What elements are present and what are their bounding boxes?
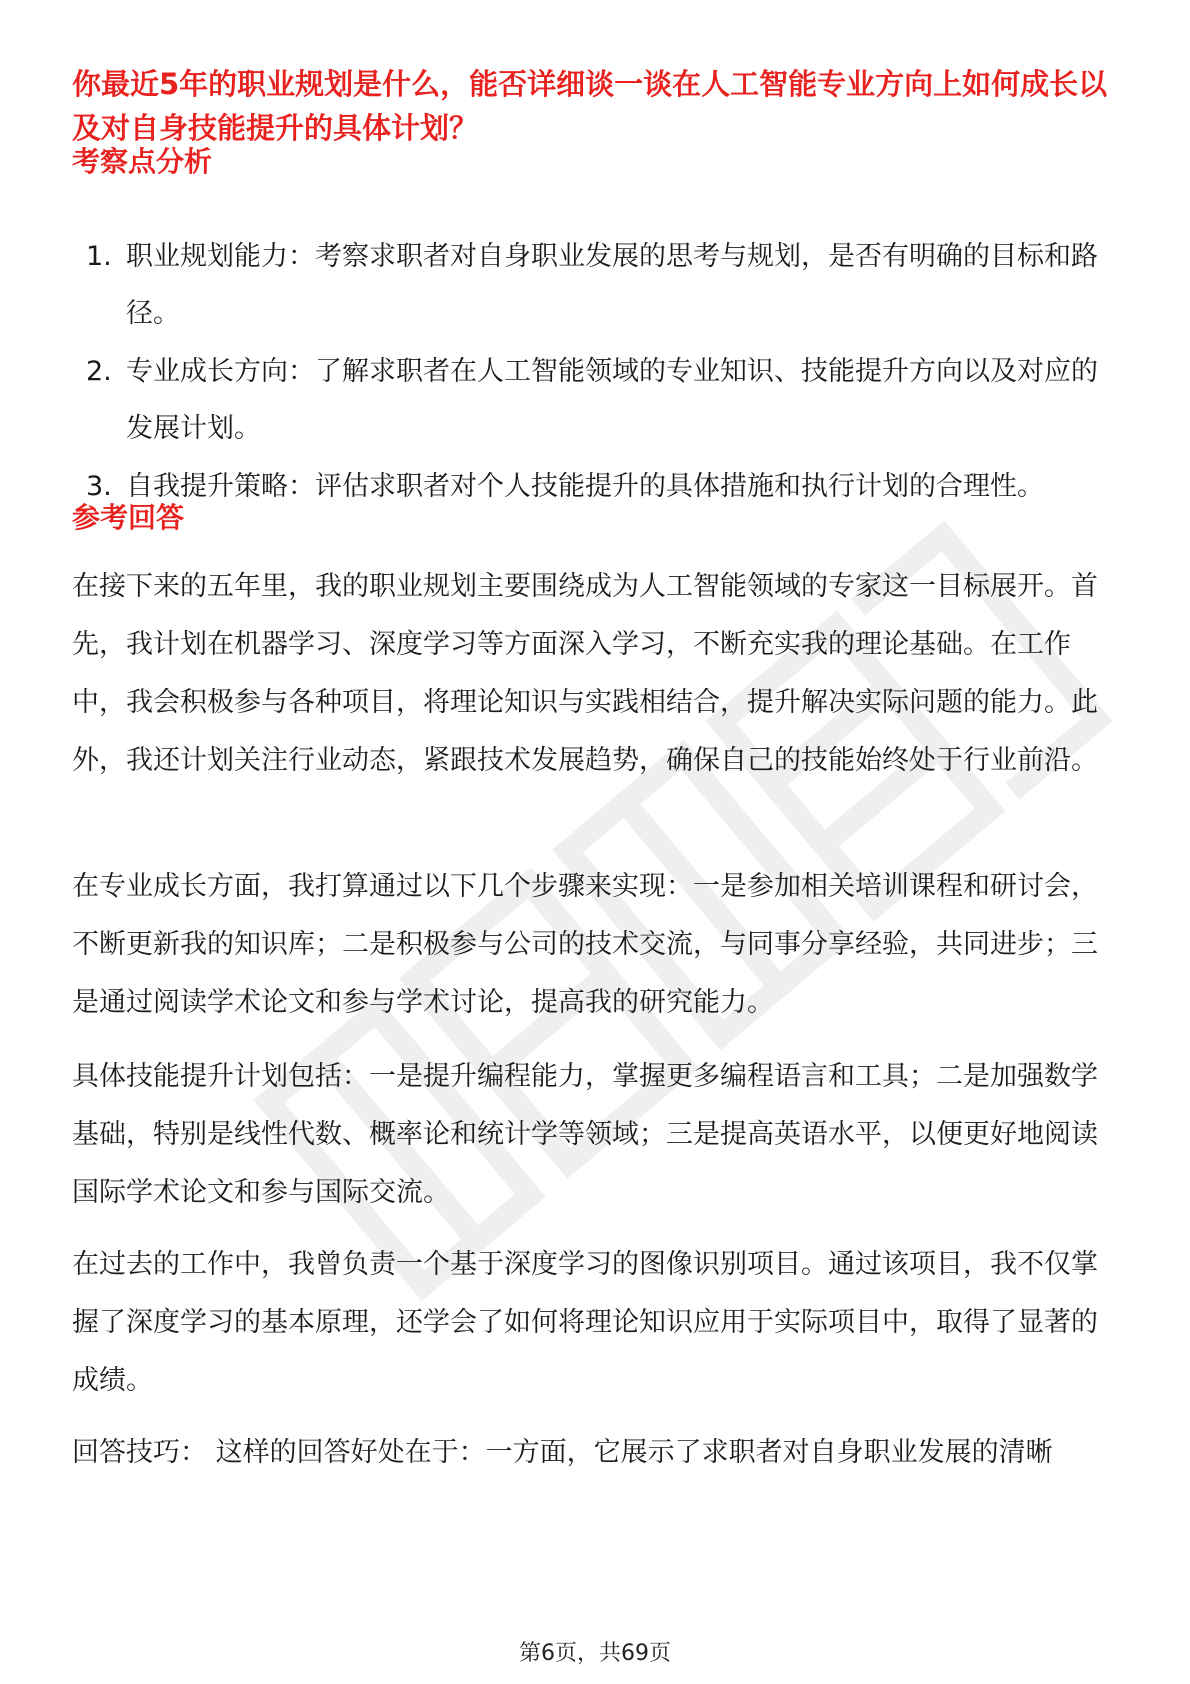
list-item <box>72 458 1122 515</box>
answer-heading: 参考回答 <box>72 501 185 534</box>
answer-paragraph: 在接下来的五年里，我的职业规划主要围绕成为人工智能领域的专家这一目标展开。首先，我计划在机器学习、深度学习等方面深入学习，不断充实我的理论基础。在工作中，我会积极参与各种项目，将理论知识与实践相结合，提升解决实际问题的能力。此外，我还计划关注行业动态，紧跟技术发展趋势，确保自己的技能始终处于行业前沿。 <box>72 571 1098 776</box>
list-item-number: 1. <box>86 241 112 272</box>
list-item-text: 自我提升策略：评估求职者对个人技能提升的具体措施和执行计划的合理性。 <box>126 471 1044 502</box>
answer-paragraph: 具体技能提升计划包括：一是提升编程能力，掌握更多编程语言和工具；二是加强数学基础，特别是线性代数、概率论和统计学等领域；三是提高英语水平，以便更好地阅读国际学术论文和参与国际交流。 <box>72 1061 1098 1208</box>
answer-paragraph: 在过去的工作中，我曾负责一个基于深度学习的图像识别项目。通过该项目，我不仅掌握了深度学习的基本原理，还学会了如何将理论知识应用于实际项目中，取得了显著的成绩。 <box>72 1249 1098 1396</box>
list-item-text: 专业成长方向：了解求职者在人工智能领域的专业知识、技能提升方向以及对应的发展计划。 <box>126 356 1098 444</box>
list-item-number: 2. <box>86 356 112 387</box>
list-item <box>72 228 1122 342</box>
answer-tips-paragraph: 回答技巧： 这样的回答好处在于：一方面，它展示了求职者对自身职业发展的清晰 <box>72 1437 1053 1468</box>
list-item <box>72 343 1122 457</box>
analysis-heading: 考察点分析 <box>72 145 213 178</box>
analysis-points-list <box>72 228 1122 516</box>
answer-paragraph: 在专业成长方面，我打算通过以下几个步骤来实现：一是参加相关培训课程和研讨会，不断更新我的知识库；二是积极参与公司的技术交流，与同事分享经验，共同进步；三是通过阅读学术论文和参与学术讨论，提高我的研究能力。 <box>72 871 1098 1018</box>
question-title: 你最近5年的职业规划是什么，能否详细谈一谈在人工智能专业方向上如何成长以及对自身技能提升的具体计划？ <box>72 67 1108 145</box>
list-item-number: 3. <box>86 471 112 502</box>
page-number: 第6页，共69页 <box>519 1641 671 1666</box>
list-item-text: 职业规划能力：考察求职者对自身职业发展的思考与规划，是否有明确的目标和路径。 <box>126 241 1098 329</box>
